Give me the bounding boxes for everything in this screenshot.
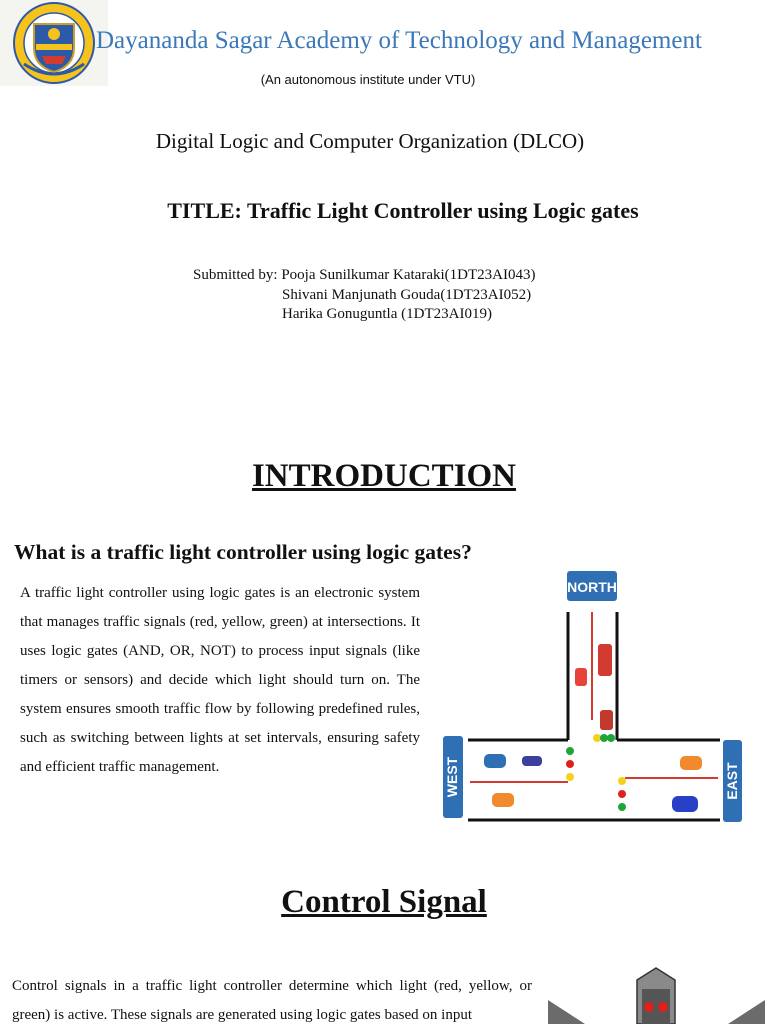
project-title: TITLE: Traffic Light Controller using Logic gates	[167, 198, 639, 223]
control-signal-heading: Control Signal	[281, 884, 487, 920]
signal-light-icon	[607, 734, 615, 742]
signal-light-icon	[566, 773, 574, 781]
car-icon	[492, 793, 514, 807]
signal-light-icon	[618, 803, 626, 811]
traffic-intersection-illustration	[440, 570, 745, 828]
institute-subtitle: (An autonomous institute under VTU)	[260, 72, 476, 87]
car-icon	[680, 756, 702, 770]
signal-light-icon	[566, 760, 574, 768]
introduction-question: What is a traffic light controller using logic gates?	[14, 540, 472, 564]
member-name-2: Harika Gonuguntla (1DT23AI019)	[282, 306, 492, 322]
introduction-paragraph: A traffic light controller using logic gates is an electronic system that manages traffic signals (red, yellow, green) at intersections. It uses logic gates (AND, OR, NOT) to process input signals (like timers or sensors) and decide which light should turn on. The system ensures smooth traffic flow by following predefined rules, such as switching between lights at set intervals, ensuring safety and efficient traffic management.	[20, 585, 420, 775]
car-icon	[600, 710, 613, 730]
car-icon	[522, 756, 542, 766]
control-signal-paragraph: Control signals in a traffic light controller determine which light (red, yellow, or green) is active. These signals are generated using logic gates based on input	[12, 978, 532, 1023]
car-icon	[484, 754, 506, 768]
introduction-heading: INTRODUCTION	[251, 458, 517, 494]
submitted-by-line: Submitted by: Pooja Sunilkumar Kataraki(1DT23AI043)	[193, 267, 536, 283]
institute-name: Dayananda Sagar Academy of Technology and Management	[96, 27, 702, 54]
car-icon	[575, 668, 587, 686]
car-icon	[672, 796, 698, 812]
traffic-light-illustration	[545, 965, 768, 1024]
member-name-1: Shivani Manjunath Gouda(1DT23AI052)	[282, 287, 532, 303]
signal-light-icon	[566, 747, 574, 755]
signal-light-icon	[593, 734, 601, 742]
north-sign-label: NORTH	[567, 579, 617, 595]
signal-light-icon	[600, 734, 608, 742]
course-name: Digital Logic and Computer Organization (DLCO)	[155, 129, 585, 153]
signal-light-icon	[618, 777, 626, 785]
west-sign-label: WEST	[444, 756, 460, 798]
signal-light-icon	[618, 790, 626, 798]
truck-icon	[598, 644, 612, 676]
east-sign-label: EAST	[724, 762, 740, 800]
